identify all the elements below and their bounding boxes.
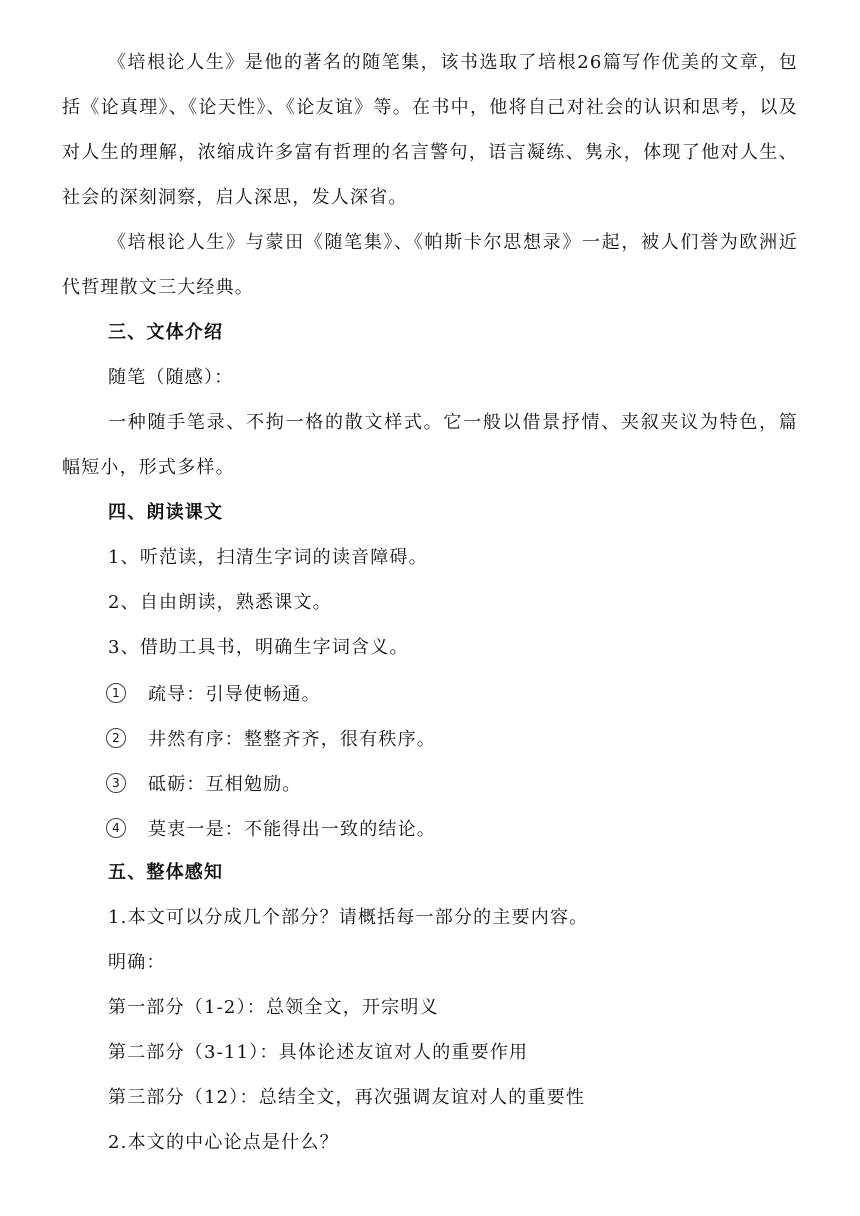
vocab-item	[62, 760, 798, 805]
part-2: 第二部分（3-11）：具体论述友谊对人的重要作用	[108, 1042, 529, 1063]
vocab-item	[62, 805, 798, 850]
intro-paragraph-2: 《培根论人生》与蒙田《随笔集》、《帕斯卡尔思想录》一起，被人们誉为欧洲近代哲理散文三大经典。	[62, 232, 798, 298]
document-page	[62, 40, 798, 1165]
vocab-text: 疏导：引导使畅通。	[148, 683, 321, 705]
reading-step-1: 1、听范读，扫清生字词的读音障碍。	[108, 547, 428, 568]
vocab-item	[62, 715, 798, 760]
section-5-heading: 五、整体感知	[108, 862, 224, 883]
answer-label: 明确：	[108, 952, 166, 973]
circled-number: 2	[106, 728, 126, 748]
intro-paragraph-1: 《培根论人生》是他的著名的随笔集，该书选取了培根26篇写作优美的文章，包括《论真理》、《论天性》、《论友谊》等。在书中，他将自己对社会的认识和思考，以及对人生的理解，浓缩成许多富有哲理的名言警句，语言凝练、隽永，体现了他对人生、社会的深刻洞察，启人深思，发人深省。	[62, 52, 798, 208]
reading-step-2: 2、自由朗读，熟悉课文。	[108, 592, 332, 613]
section-4-heading: 四、朗读课文	[108, 502, 224, 523]
question-1: 1.本文可以分成几个部分？请概括每一部分的主要内容。	[108, 907, 589, 928]
genre-term: 随笔（随感）：	[108, 367, 234, 388]
section-3-heading: 三、文体介绍	[108, 322, 224, 343]
circled-number: 3	[106, 773, 126, 793]
vocab-text: 莫衷一是：不能得出一致的结论。	[148, 818, 436, 840]
question-2: 2.本文的中心论点是什么？	[108, 1132, 339, 1153]
vocab-item	[62, 670, 798, 715]
part-3: 第三部分（12）：总结全文，再次强调友谊对人的重要性	[108, 1087, 586, 1108]
genre-definition: 一种随手笔录、不拘一格的散文样式。它一般以借景抒情、夹叙夹议为特色，篇幅短小，形式多样。	[62, 412, 798, 478]
vocab-text: 井然有序：整整齐齐，很有秩序。	[148, 728, 436, 750]
reading-step-3: 3、借助工具书，明确生字词含义。	[108, 637, 409, 658]
circled-number: 4	[106, 818, 126, 838]
circled-number: 1	[106, 683, 126, 703]
part-1: 第一部分（1-2）：总领全文，开宗明义	[108, 997, 439, 1018]
vocab-text: 砥砺：互相勉励。	[148, 773, 302, 795]
